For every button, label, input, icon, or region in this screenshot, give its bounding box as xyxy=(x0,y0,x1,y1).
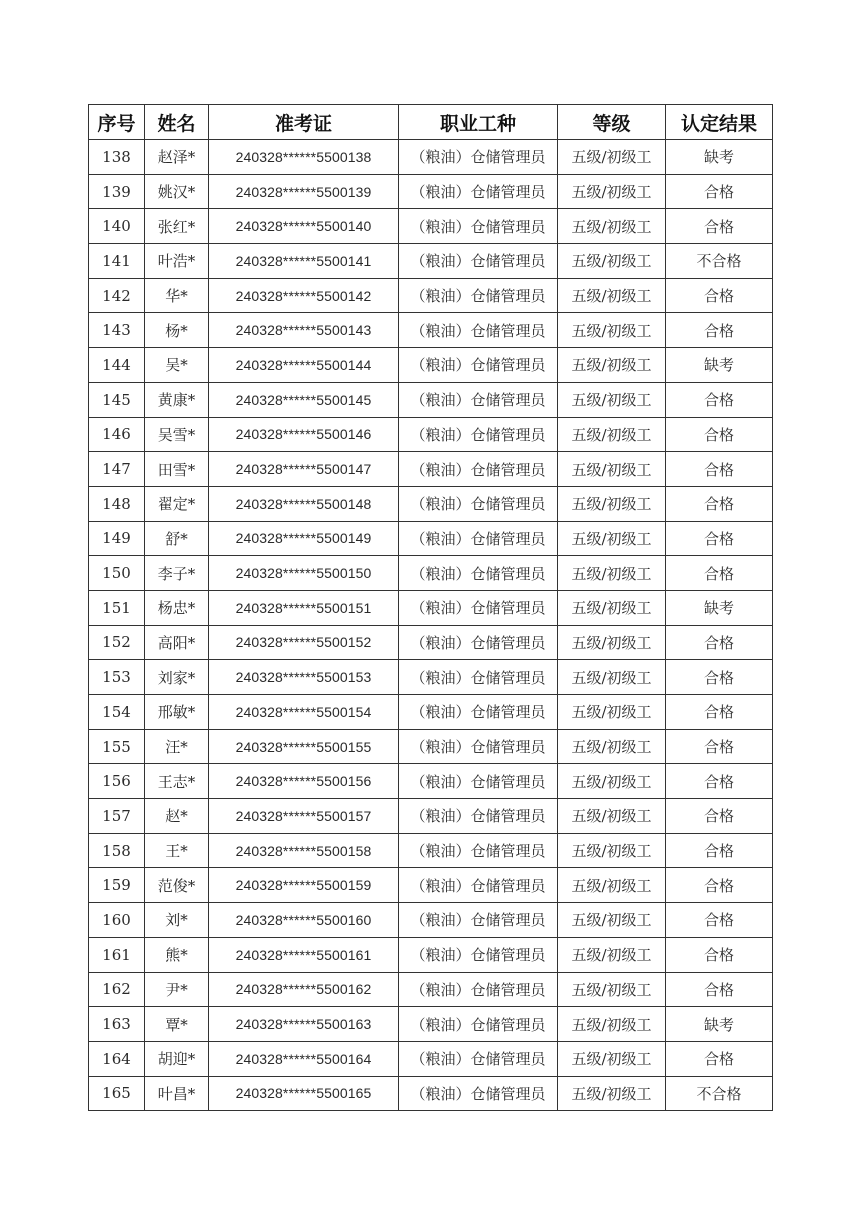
cell-level: 五级/初级工 xyxy=(558,1007,666,1042)
table-row xyxy=(89,382,773,417)
table-row xyxy=(89,1076,773,1111)
cell-result: 合格 xyxy=(666,556,773,591)
cell-level: 五级/初级工 xyxy=(558,590,666,625)
cell-serial-number: 156 xyxy=(89,764,145,799)
cell-admission-ticket: 240328******5500156 xyxy=(209,764,399,799)
cell-level: 五级/初级工 xyxy=(558,556,666,591)
cell-name: 刘家* xyxy=(145,660,209,695)
cell-serial-number: 162 xyxy=(89,972,145,1007)
cell-admission-ticket: 240328******5500157 xyxy=(209,799,399,834)
cell-level: 五级/初级工 xyxy=(558,209,666,244)
cell-occupation: （粮油）仓储管理员 xyxy=(399,417,558,452)
cell-serial-number: 140 xyxy=(89,209,145,244)
cell-name: 姚汉* xyxy=(145,174,209,209)
cell-level: 五级/初级工 xyxy=(558,799,666,834)
header-name: 姓名 xyxy=(145,105,209,140)
cell-name: 华* xyxy=(145,278,209,313)
cell-occupation: （粮油）仓储管理员 xyxy=(399,590,558,625)
cell-name: 吴雪* xyxy=(145,417,209,452)
table-row xyxy=(89,244,773,279)
table-header-row xyxy=(89,105,773,140)
cell-level: 五级/初级工 xyxy=(558,521,666,556)
cell-result: 合格 xyxy=(666,764,773,799)
cell-serial-number: 138 xyxy=(89,140,145,175)
cell-result: 不合格 xyxy=(666,1076,773,1111)
cell-occupation: （粮油）仓储管理员 xyxy=(399,278,558,313)
cell-admission-ticket: 240328******5500155 xyxy=(209,729,399,764)
table-row xyxy=(89,937,773,972)
cell-name: 范俊* xyxy=(145,868,209,903)
cell-name: 刘* xyxy=(145,903,209,938)
table-row xyxy=(89,417,773,452)
cell-level: 五级/初级工 xyxy=(558,729,666,764)
cell-name: 赵泽* xyxy=(145,140,209,175)
table-row xyxy=(89,972,773,1007)
cell-name: 田雪* xyxy=(145,452,209,487)
cell-name: 王志* xyxy=(145,764,209,799)
cell-admission-ticket: 240328******5500139 xyxy=(209,174,399,209)
cell-result: 合格 xyxy=(666,521,773,556)
cell-admission-ticket: 240328******5500151 xyxy=(209,590,399,625)
table-body xyxy=(89,140,773,1111)
cell-occupation: （粮油）仓储管理员 xyxy=(399,729,558,764)
results-table xyxy=(88,104,773,1111)
cell-occupation: （粮油）仓储管理员 xyxy=(399,625,558,660)
cell-name: 李子* xyxy=(145,556,209,591)
cell-name: 杨* xyxy=(145,313,209,348)
cell-admission-ticket: 240328******5500140 xyxy=(209,209,399,244)
cell-name: 翟定* xyxy=(145,486,209,521)
cell-serial-number: 139 xyxy=(89,174,145,209)
cell-serial-number: 144 xyxy=(89,348,145,383)
cell-occupation: （粮油）仓储管理员 xyxy=(399,244,558,279)
cell-occupation: （粮油）仓储管理员 xyxy=(399,521,558,556)
table-row xyxy=(89,868,773,903)
cell-occupation: （粮油）仓储管理员 xyxy=(399,1041,558,1076)
cell-name: 邢敏* xyxy=(145,695,209,730)
cell-name: 胡迎* xyxy=(145,1041,209,1076)
cell-occupation: （粮油）仓储管理员 xyxy=(399,556,558,591)
cell-occupation: （粮油）仓储管理员 xyxy=(399,937,558,972)
cell-serial-number: 160 xyxy=(89,903,145,938)
cell-name: 赵* xyxy=(145,799,209,834)
cell-level: 五级/初级工 xyxy=(558,244,666,279)
table-row xyxy=(89,140,773,175)
cell-occupation: （粮油）仓储管理员 xyxy=(399,452,558,487)
cell-level: 五级/初级工 xyxy=(558,140,666,175)
cell-level: 五级/初级工 xyxy=(558,348,666,383)
cell-serial-number: 148 xyxy=(89,486,145,521)
cell-level: 五级/初级工 xyxy=(558,382,666,417)
cell-serial-number: 158 xyxy=(89,833,145,868)
cell-level: 五级/初级工 xyxy=(558,695,666,730)
cell-level: 五级/初级工 xyxy=(558,417,666,452)
cell-name: 尹* xyxy=(145,972,209,1007)
cell-name: 吴* xyxy=(145,348,209,383)
cell-serial-number: 157 xyxy=(89,799,145,834)
cell-result: 合格 xyxy=(666,695,773,730)
table-row xyxy=(89,174,773,209)
cell-name: 叶昌* xyxy=(145,1076,209,1111)
cell-occupation: （粮油）仓储管理员 xyxy=(399,348,558,383)
cell-occupation: （粮油）仓储管理员 xyxy=(399,764,558,799)
cell-occupation: （粮油）仓储管理员 xyxy=(399,1076,558,1111)
cell-occupation: （粮油）仓储管理员 xyxy=(399,313,558,348)
cell-admission-ticket: 240328******5500154 xyxy=(209,695,399,730)
table-row xyxy=(89,833,773,868)
table-row xyxy=(89,452,773,487)
cell-serial-number: 142 xyxy=(89,278,145,313)
cell-level: 五级/初级工 xyxy=(558,625,666,660)
table-row xyxy=(89,799,773,834)
header-admission-ticket: 准考证 xyxy=(209,105,399,140)
cell-occupation: （粮油）仓储管理员 xyxy=(399,695,558,730)
table-row xyxy=(89,313,773,348)
cell-result: 合格 xyxy=(666,1041,773,1076)
cell-admission-ticket: 240328******5500149 xyxy=(209,521,399,556)
cell-result: 缺考 xyxy=(666,590,773,625)
cell-serial-number: 141 xyxy=(89,244,145,279)
cell-result: 不合格 xyxy=(666,244,773,279)
cell-admission-ticket: 240328******5500142 xyxy=(209,278,399,313)
table-row xyxy=(89,521,773,556)
cell-serial-number: 150 xyxy=(89,556,145,591)
cell-result: 合格 xyxy=(666,937,773,972)
cell-occupation: （粮油）仓储管理员 xyxy=(399,799,558,834)
cell-serial-number: 146 xyxy=(89,417,145,452)
cell-level: 五级/初级工 xyxy=(558,937,666,972)
cell-admission-ticket: 240328******5500152 xyxy=(209,625,399,660)
table-row xyxy=(89,209,773,244)
cell-admission-ticket: 240328******5500150 xyxy=(209,556,399,591)
cell-serial-number: 165 xyxy=(89,1076,145,1111)
cell-serial-number: 145 xyxy=(89,382,145,417)
cell-serial-number: 151 xyxy=(89,590,145,625)
header-serial-number: 序号 xyxy=(89,105,145,140)
cell-level: 五级/初级工 xyxy=(558,313,666,348)
cell-result: 合格 xyxy=(666,903,773,938)
cell-name: 汪* xyxy=(145,729,209,764)
cell-occupation: （粮油）仓储管理员 xyxy=(399,972,558,1007)
cell-occupation: （粮油）仓储管理员 xyxy=(399,209,558,244)
cell-name: 熊* xyxy=(145,937,209,972)
cell-result: 缺考 xyxy=(666,1007,773,1042)
cell-level: 五级/初级工 xyxy=(558,486,666,521)
cell-name: 张红* xyxy=(145,209,209,244)
cell-serial-number: 147 xyxy=(89,452,145,487)
table-row xyxy=(89,556,773,591)
cell-occupation: （粮油）仓储管理员 xyxy=(399,1007,558,1042)
cell-name: 叶浩* xyxy=(145,244,209,279)
table-row xyxy=(89,625,773,660)
cell-occupation: （粮油）仓储管理员 xyxy=(399,382,558,417)
cell-result: 合格 xyxy=(666,209,773,244)
cell-occupation: （粮油）仓储管理员 xyxy=(399,174,558,209)
cell-name: 黄康* xyxy=(145,382,209,417)
cell-result: 合格 xyxy=(666,278,773,313)
cell-admission-ticket: 240328******5500141 xyxy=(209,244,399,279)
table-row xyxy=(89,764,773,799)
cell-admission-ticket: 240328******5500138 xyxy=(209,140,399,175)
cell-admission-ticket: 240328******5500161 xyxy=(209,937,399,972)
table-row xyxy=(89,278,773,313)
cell-serial-number: 152 xyxy=(89,625,145,660)
table-row xyxy=(89,590,773,625)
cell-result: 合格 xyxy=(666,625,773,660)
cell-occupation: （粮油）仓储管理员 xyxy=(399,486,558,521)
cell-result: 合格 xyxy=(666,382,773,417)
cell-result: 合格 xyxy=(666,417,773,452)
cell-admission-ticket: 240328******5500159 xyxy=(209,868,399,903)
cell-admission-ticket: 240328******5500163 xyxy=(209,1007,399,1042)
cell-occupation: （粮油）仓储管理员 xyxy=(399,140,558,175)
table-row xyxy=(89,348,773,383)
cell-result: 合格 xyxy=(666,799,773,834)
cell-level: 五级/初级工 xyxy=(558,452,666,487)
cell-level: 五级/初级工 xyxy=(558,660,666,695)
cell-serial-number: 163 xyxy=(89,1007,145,1042)
cell-name: 高阳* xyxy=(145,625,209,660)
cell-level: 五级/初级工 xyxy=(558,868,666,903)
cell-result: 合格 xyxy=(666,660,773,695)
cell-level: 五级/初级工 xyxy=(558,278,666,313)
table-row xyxy=(89,903,773,938)
table-row xyxy=(89,1007,773,1042)
header-result: 认定结果 xyxy=(666,105,773,140)
table-row xyxy=(89,486,773,521)
cell-name: 杨忠* xyxy=(145,590,209,625)
cell-admission-ticket: 240328******5500158 xyxy=(209,833,399,868)
cell-admission-ticket: 240328******5500162 xyxy=(209,972,399,1007)
cell-occupation: （粮油）仓储管理员 xyxy=(399,903,558,938)
cell-level: 五级/初级工 xyxy=(558,174,666,209)
cell-name: 王* xyxy=(145,833,209,868)
cell-result: 合格 xyxy=(666,174,773,209)
cell-level: 五级/初级工 xyxy=(558,903,666,938)
cell-result: 合格 xyxy=(666,486,773,521)
cell-admission-ticket: 240328******5500148 xyxy=(209,486,399,521)
table-row xyxy=(89,660,773,695)
cell-serial-number: 161 xyxy=(89,937,145,972)
cell-serial-number: 155 xyxy=(89,729,145,764)
cell-admission-ticket: 240328******5500160 xyxy=(209,903,399,938)
cell-result: 合格 xyxy=(666,833,773,868)
cell-level: 五级/初级工 xyxy=(558,1076,666,1111)
cell-level: 五级/初级工 xyxy=(558,833,666,868)
cell-serial-number: 143 xyxy=(89,313,145,348)
cell-admission-ticket: 240328******5500145 xyxy=(209,382,399,417)
cell-admission-ticket: 240328******5500147 xyxy=(209,452,399,487)
cell-serial-number: 164 xyxy=(89,1041,145,1076)
cell-admission-ticket: 240328******5500144 xyxy=(209,348,399,383)
cell-result: 缺考 xyxy=(666,140,773,175)
cell-name: 覃* xyxy=(145,1007,209,1042)
cell-level: 五级/初级工 xyxy=(558,764,666,799)
cell-result: 合格 xyxy=(666,313,773,348)
cell-occupation: （粮油）仓储管理员 xyxy=(399,833,558,868)
cell-level: 五级/初级工 xyxy=(558,1041,666,1076)
cell-occupation: （粮油）仓储管理员 xyxy=(399,868,558,903)
cell-admission-ticket: 240328******5500165 xyxy=(209,1076,399,1111)
cell-admission-ticket: 240328******5500143 xyxy=(209,313,399,348)
cell-result: 合格 xyxy=(666,868,773,903)
cell-result: 合格 xyxy=(666,452,773,487)
cell-name: 舒* xyxy=(145,521,209,556)
cell-serial-number: 149 xyxy=(89,521,145,556)
cell-admission-ticket: 240328******5500153 xyxy=(209,660,399,695)
header-occupation: 职业工种 xyxy=(399,105,558,140)
cell-occupation: （粮油）仓储管理员 xyxy=(399,660,558,695)
cell-result: 缺考 xyxy=(666,348,773,383)
cell-serial-number: 159 xyxy=(89,868,145,903)
cell-admission-ticket: 240328******5500164 xyxy=(209,1041,399,1076)
cell-level: 五级/初级工 xyxy=(558,972,666,1007)
cell-admission-ticket: 240328******5500146 xyxy=(209,417,399,452)
cell-serial-number: 154 xyxy=(89,695,145,730)
cell-result: 合格 xyxy=(666,729,773,764)
table-row xyxy=(89,729,773,764)
header-level: 等级 xyxy=(558,105,666,140)
table-row xyxy=(89,1041,773,1076)
table-row xyxy=(89,695,773,730)
cell-result: 合格 xyxy=(666,972,773,1007)
cell-serial-number: 153 xyxy=(89,660,145,695)
